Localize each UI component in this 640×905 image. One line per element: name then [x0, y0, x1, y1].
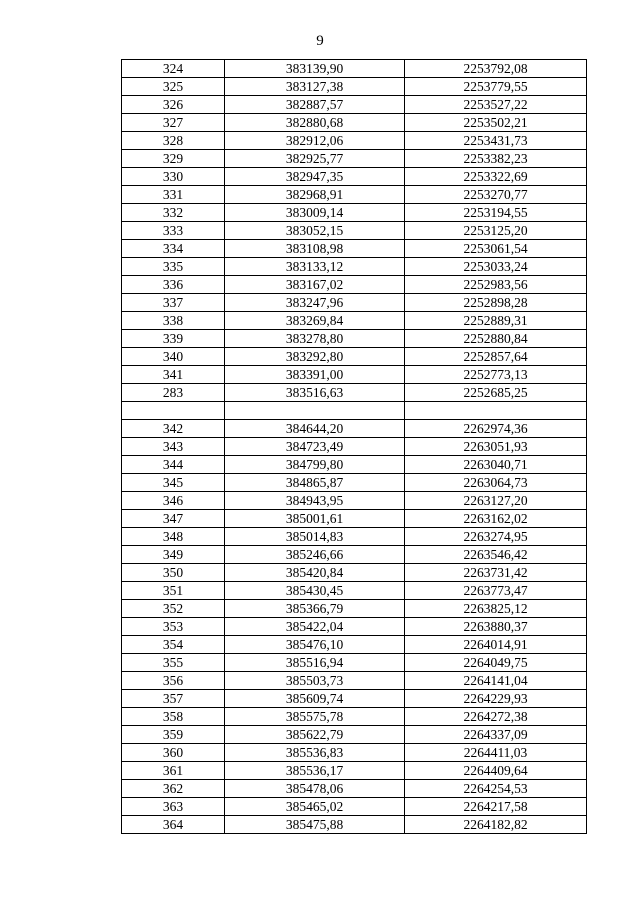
- y-coordinate-cell: 2252898,28: [405, 294, 587, 312]
- table-row: [122, 528, 587, 546]
- table-separator-row: [122, 402, 587, 420]
- x-coordinate-cell: 382887,57: [225, 96, 405, 114]
- y-coordinate-cell: 2252685,25: [405, 384, 587, 402]
- y-coordinate-cell: 2263274,95: [405, 528, 587, 546]
- page-number: 9: [316, 33, 324, 49]
- x-coordinate-cell: 383391,00: [225, 366, 405, 384]
- y-coordinate-cell: 2253502,21: [405, 114, 587, 132]
- x-coordinate-cell: 385475,88: [225, 816, 405, 834]
- x-coordinate-cell: 383139,90: [225, 60, 405, 78]
- point-number-cell: 355: [122, 654, 225, 672]
- x-coordinate-cell: 384943,95: [225, 492, 405, 510]
- table-row: [122, 294, 587, 312]
- x-coordinate-cell: [225, 402, 405, 420]
- table-row: [122, 654, 587, 672]
- x-coordinate-cell: 383278,80: [225, 330, 405, 348]
- point-number-cell: 342: [122, 420, 225, 438]
- point-number-cell: 362: [122, 780, 225, 798]
- x-coordinate-cell: 383167,02: [225, 276, 405, 294]
- x-coordinate-cell: 384644,20: [225, 420, 405, 438]
- x-coordinate-cell: 383108,98: [225, 240, 405, 258]
- point-number-cell: 283: [122, 384, 225, 402]
- table-row: [122, 384, 587, 402]
- y-coordinate-cell: 2263127,20: [405, 492, 587, 510]
- x-coordinate-cell: 382925,77: [225, 150, 405, 168]
- x-coordinate-cell: 385014,83: [225, 528, 405, 546]
- table-row: [122, 618, 587, 636]
- table-row: [122, 78, 587, 96]
- y-coordinate-cell: 2253033,24: [405, 258, 587, 276]
- y-coordinate-cell: 2252983,56: [405, 276, 587, 294]
- point-number-cell: 331: [122, 186, 225, 204]
- y-coordinate-cell: 2264229,93: [405, 690, 587, 708]
- table-row: [122, 600, 587, 618]
- y-coordinate-cell: 2264217,58: [405, 798, 587, 816]
- point-number-cell: 333: [122, 222, 225, 240]
- point-number-cell: 349: [122, 546, 225, 564]
- y-coordinate-cell: 2253061,54: [405, 240, 587, 258]
- point-number-cell: 334: [122, 240, 225, 258]
- y-coordinate-cell: 2263825,12: [405, 600, 587, 618]
- table-row: [122, 312, 587, 330]
- x-coordinate-cell: 385001,61: [225, 510, 405, 528]
- y-coordinate-cell: 2253792,08: [405, 60, 587, 78]
- point-number-cell: 361: [122, 762, 225, 780]
- table-row: [122, 744, 587, 762]
- point-number-cell: 351: [122, 582, 225, 600]
- y-coordinate-cell: 2263880,37: [405, 618, 587, 636]
- table-row: [122, 780, 587, 798]
- point-number-cell: 348: [122, 528, 225, 546]
- table-row: [122, 690, 587, 708]
- point-number-cell: 332: [122, 204, 225, 222]
- x-coordinate-cell: 385430,45: [225, 582, 405, 600]
- point-number-cell: 325: [122, 78, 225, 96]
- point-number-cell: 324: [122, 60, 225, 78]
- x-coordinate-cell: 385478,06: [225, 780, 405, 798]
- point-number-cell: 352: [122, 600, 225, 618]
- table-row: [122, 438, 587, 456]
- y-coordinate-cell: 2264141,04: [405, 672, 587, 690]
- table-row: [122, 762, 587, 780]
- x-coordinate-cell: 385536,83: [225, 744, 405, 762]
- y-coordinate-cell: 2263731,42: [405, 564, 587, 582]
- table-row: [122, 258, 587, 276]
- point-number-cell: 346: [122, 492, 225, 510]
- table-row: [122, 582, 587, 600]
- x-coordinate-cell: 383133,12: [225, 258, 405, 276]
- x-coordinate-cell: 383127,38: [225, 78, 405, 96]
- table-row: [122, 168, 587, 186]
- point-number-cell: 339: [122, 330, 225, 348]
- point-number-cell: [122, 402, 225, 420]
- table-row: [122, 114, 587, 132]
- y-coordinate-cell: 2263040,71: [405, 456, 587, 474]
- y-coordinate-cell: 2264272,38: [405, 708, 587, 726]
- point-number-cell: 335: [122, 258, 225, 276]
- table-row: [122, 366, 587, 384]
- table-row: [122, 276, 587, 294]
- table-row: [122, 186, 587, 204]
- point-number-cell: 344: [122, 456, 225, 474]
- x-coordinate-cell: 385246,66: [225, 546, 405, 564]
- table-row: [122, 150, 587, 168]
- point-number-cell: 327: [122, 114, 225, 132]
- point-number-cell: 330: [122, 168, 225, 186]
- y-coordinate-cell: 2253382,23: [405, 150, 587, 168]
- y-coordinate-cell: 2253431,73: [405, 132, 587, 150]
- x-coordinate-cell: 385503,73: [225, 672, 405, 690]
- table-row: [122, 348, 587, 366]
- x-coordinate-cell: 385366,79: [225, 600, 405, 618]
- x-coordinate-cell: 385422,04: [225, 618, 405, 636]
- table-row: [122, 798, 587, 816]
- point-number-cell: 357: [122, 690, 225, 708]
- y-coordinate-cell: 2264411,03: [405, 744, 587, 762]
- x-coordinate-cell: 385622,79: [225, 726, 405, 744]
- table-row: [122, 222, 587, 240]
- table-row: [122, 420, 587, 438]
- table-row: [122, 672, 587, 690]
- x-coordinate-cell: 384865,87: [225, 474, 405, 492]
- point-number-cell: 345: [122, 474, 225, 492]
- coordinates-table: [121, 59, 587, 834]
- point-number-cell: 353: [122, 618, 225, 636]
- x-coordinate-cell: 382880,68: [225, 114, 405, 132]
- x-coordinate-cell: 383247,96: [225, 294, 405, 312]
- x-coordinate-cell: 385516,94: [225, 654, 405, 672]
- x-coordinate-cell: 382968,91: [225, 186, 405, 204]
- point-number-cell: 337: [122, 294, 225, 312]
- table-row: [122, 636, 587, 654]
- point-number-cell: 326: [122, 96, 225, 114]
- table-row: [122, 816, 587, 834]
- y-coordinate-cell: 2253270,77: [405, 186, 587, 204]
- x-coordinate-cell: 385609,74: [225, 690, 405, 708]
- table-row: [122, 132, 587, 150]
- point-number-cell: 358: [122, 708, 225, 726]
- x-coordinate-cell: 384799,80: [225, 456, 405, 474]
- y-coordinate-cell: 2252773,13: [405, 366, 587, 384]
- y-coordinate-cell: 2263546,42: [405, 546, 587, 564]
- x-coordinate-cell: 385536,17: [225, 762, 405, 780]
- x-coordinate-cell: 385476,10: [225, 636, 405, 654]
- point-number-cell: 329: [122, 150, 225, 168]
- point-number-cell: 359: [122, 726, 225, 744]
- x-coordinate-cell: 383009,14: [225, 204, 405, 222]
- x-coordinate-cell: 382912,06: [225, 132, 405, 150]
- x-coordinate-cell: 385575,78: [225, 708, 405, 726]
- table-row: [122, 510, 587, 528]
- table-row: [122, 546, 587, 564]
- y-coordinate-cell: 2264014,91: [405, 636, 587, 654]
- y-coordinate-cell: 2253194,55: [405, 204, 587, 222]
- x-coordinate-cell: 383292,80: [225, 348, 405, 366]
- table-row: [122, 456, 587, 474]
- y-coordinate-cell: 2253779,55: [405, 78, 587, 96]
- x-coordinate-cell: 384723,49: [225, 438, 405, 456]
- y-coordinate-cell: 2263051,93: [405, 438, 587, 456]
- point-number-cell: 328: [122, 132, 225, 150]
- table-row: [122, 474, 587, 492]
- y-coordinate-cell: 2264049,75: [405, 654, 587, 672]
- point-number-cell: 364: [122, 816, 225, 834]
- x-coordinate-cell: 385465,02: [225, 798, 405, 816]
- point-number-cell: 338: [122, 312, 225, 330]
- point-number-cell: 343: [122, 438, 225, 456]
- point-number-cell: 354: [122, 636, 225, 654]
- x-coordinate-cell: 383052,15: [225, 222, 405, 240]
- y-coordinate-cell: 2262974,36: [405, 420, 587, 438]
- table-row: [122, 708, 587, 726]
- y-coordinate-cell: [405, 402, 587, 420]
- point-number-cell: 363: [122, 798, 225, 816]
- y-coordinate-cell: 2264337,09: [405, 726, 587, 744]
- y-coordinate-cell: 2263162,02: [405, 510, 587, 528]
- y-coordinate-cell: 2252880,84: [405, 330, 587, 348]
- table-row: [122, 330, 587, 348]
- y-coordinate-cell: 2263064,73: [405, 474, 587, 492]
- table-row: [122, 96, 587, 114]
- x-coordinate-cell: 383269,84: [225, 312, 405, 330]
- y-coordinate-cell: 2253322,69: [405, 168, 587, 186]
- y-coordinate-cell: 2264254,53: [405, 780, 587, 798]
- y-coordinate-cell: 2253125,20: [405, 222, 587, 240]
- coordinates-table-body: [122, 60, 587, 834]
- table-row: [122, 240, 587, 258]
- table-row: [122, 204, 587, 222]
- x-coordinate-cell: 385420,84: [225, 564, 405, 582]
- y-coordinate-cell: 2253527,22: [405, 96, 587, 114]
- table-row: [122, 564, 587, 582]
- point-number-cell: 347: [122, 510, 225, 528]
- y-coordinate-cell: 2252857,64: [405, 348, 587, 366]
- table-row: [122, 60, 587, 78]
- point-number-cell: 341: [122, 366, 225, 384]
- point-number-cell: 360: [122, 744, 225, 762]
- point-number-cell: 356: [122, 672, 225, 690]
- x-coordinate-cell: 383516,63: [225, 384, 405, 402]
- point-number-cell: 336: [122, 276, 225, 294]
- table-row: [122, 492, 587, 510]
- y-coordinate-cell: 2252889,31: [405, 312, 587, 330]
- point-number-cell: 350: [122, 564, 225, 582]
- table-row: [122, 726, 587, 744]
- y-coordinate-cell: 2263773,47: [405, 582, 587, 600]
- point-number-cell: 340: [122, 348, 225, 366]
- x-coordinate-cell: 382947,35: [225, 168, 405, 186]
- y-coordinate-cell: 2264182,82: [405, 816, 587, 834]
- y-coordinate-cell: 2264409,64: [405, 762, 587, 780]
